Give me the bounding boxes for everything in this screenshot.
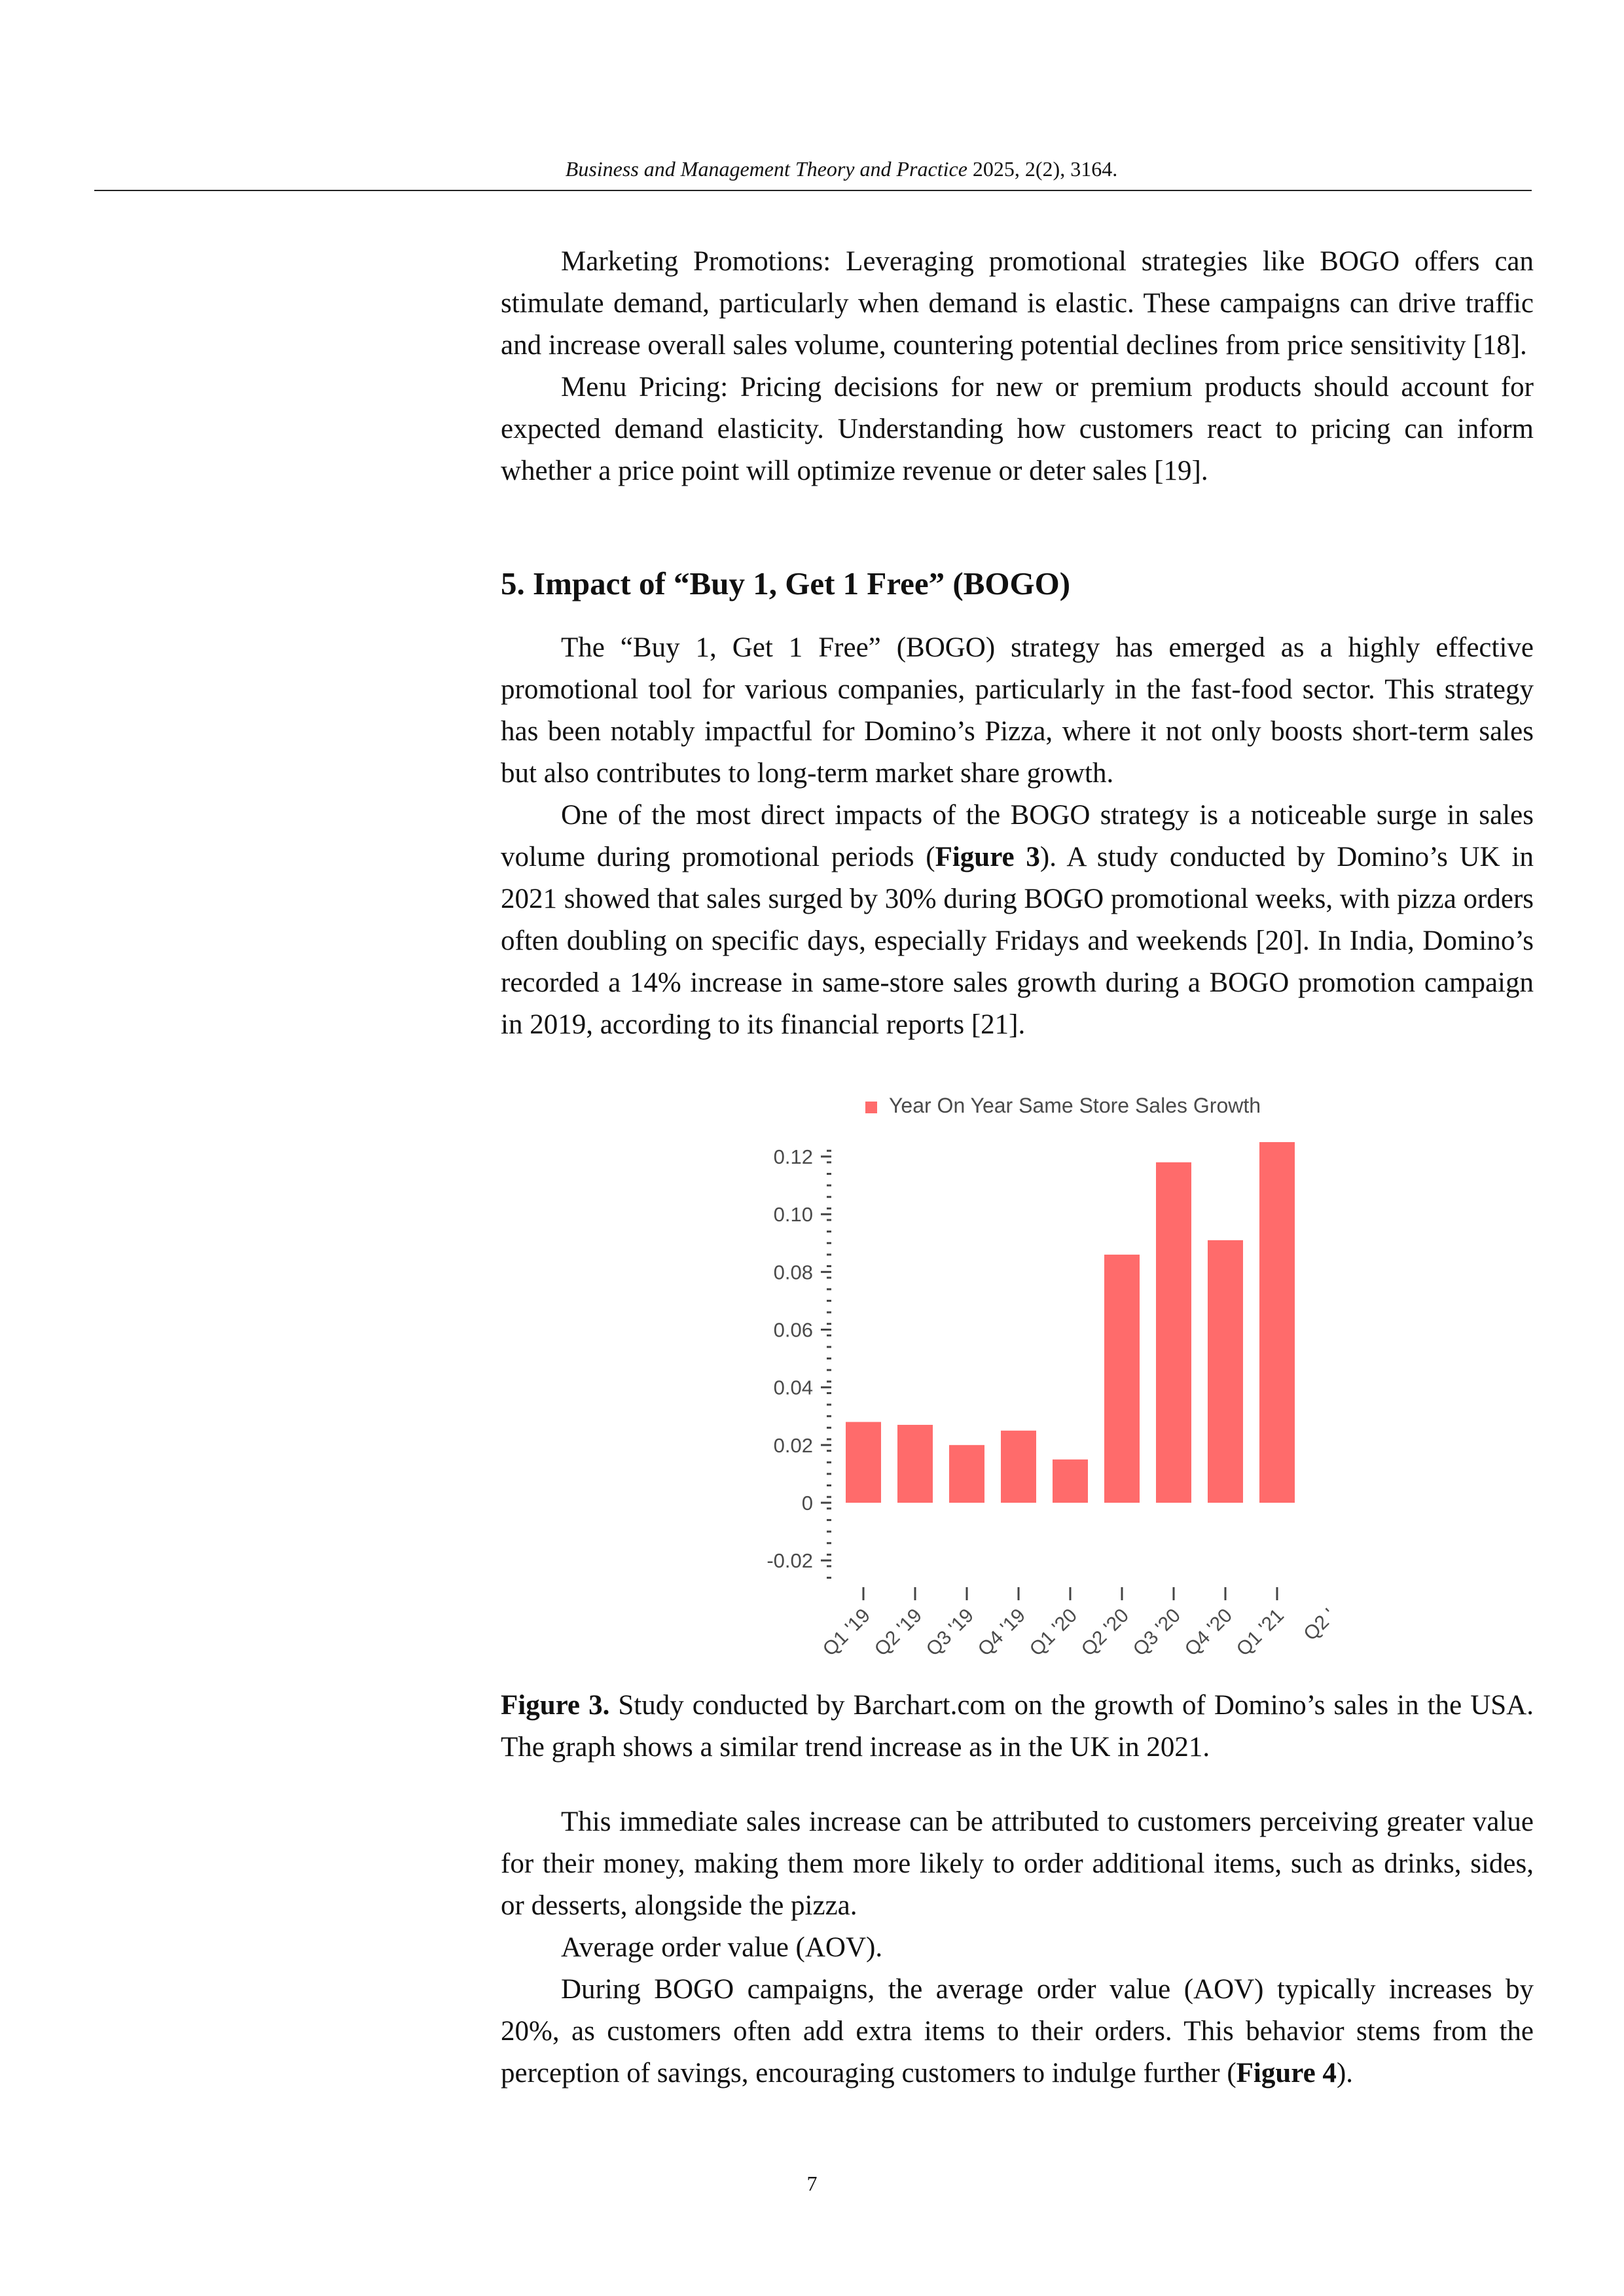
header-rule (94, 190, 1532, 191)
figure-caption (501, 1685, 1534, 1768)
x-tick-label: Q3 '19 (922, 1604, 978, 1660)
legend-label: Year On Year Same Store Sales Growth (889, 1094, 1261, 1117)
bar-chart (720, 1073, 1340, 1682)
bar[interactable] (1104, 1255, 1140, 1503)
bar[interactable] (1156, 1162, 1191, 1503)
y-tick-label: 0.02 (773, 1433, 813, 1457)
x-tick-label: Q1 '19 (818, 1604, 875, 1660)
running-header (0, 154, 1624, 183)
figure-4-reference[interactable]: Figure 4 (1236, 2058, 1337, 2089)
paragraph-block-top (501, 241, 1534, 492)
paragraph-menu-pricing: Menu Pricing: Pricing decisions for new or premium products should account for expected demand elasticity. Understanding how customers react to pricing can inform whether a price point will optimize revenue or deter sales [19]. (501, 372, 1534, 486)
x-tick-label: Q2 '19 (870, 1604, 926, 1660)
section-title: 5. Impact of “Buy 1, Get 1 Free” (BOGO) (501, 565, 1071, 601)
y-tick-label: 0 (801, 1491, 813, 1515)
figure-label: Figure 3. (501, 1690, 610, 1721)
bar[interactable] (949, 1445, 984, 1503)
y-tick-label: -0.02 (767, 1549, 813, 1573)
y-tick-label: 0.12 (773, 1145, 813, 1169)
legend[interactable] (865, 1094, 1261, 1117)
y-tick-label: 0.06 (773, 1318, 813, 1342)
page-number: 7 (806, 2172, 818, 2195)
bar[interactable] (897, 1425, 933, 1503)
figure-caption-text: Study conducted by Barchart.com on the growth of Domino’s sales in the USA. The graph shows a similar trend increase as in the UK in 2021. (501, 1690, 1534, 1763)
paragraph-aov-heading: Average order value (AOV). (561, 1932, 883, 1963)
paragraph-bogo-impact (501, 795, 1534, 1046)
x-tick-label: Q1 '21 (1232, 1604, 1288, 1660)
bar[interactable] (1259, 1142, 1295, 1503)
x-tick-label: Q4 '20 (1180, 1604, 1236, 1660)
journal-name: Business and Management Theory and Practice (565, 157, 967, 181)
paragraph-marketing-promotions: Marketing Promotions: Leveraging promotional strategies like BOGO offers can stimulate demand, particularly when demand is elastic. These campaigns can drive traffic and increase overall sales volume, countering potential declines from price sensitivity [18]. (501, 246, 1534, 361)
paragraph-block-section (501, 627, 1534, 1046)
paragraph-block-bottom (501, 1801, 1534, 2094)
figure-3-reference[interactable]: Figure 3 (935, 842, 1040, 872)
figure-3 (720, 1073, 1340, 1682)
bar[interactable] (846, 1422, 881, 1503)
x-tick-label: Q2 '20 (1077, 1604, 1133, 1660)
y-tick-label: 0.08 (773, 1261, 813, 1284)
x-tick-label: Q1 '20 (1025, 1604, 1081, 1660)
x-tick-label: Q3 '20 (1128, 1604, 1185, 1660)
x-tick-label: Q4 '19 (973, 1604, 1030, 1660)
paragraph-aov-detail (501, 1969, 1534, 2094)
bar[interactable] (1001, 1431, 1036, 1503)
x-tick-label: Q2 ' (1299, 1604, 1340, 1645)
y-tick-label: 0.04 (773, 1376, 813, 1399)
paragraph-sales-increase: This immediate sales increase can be attributed to customers perceiving greater value for their money, making them more likely to order additional items, such as drinks, sides, or desserts, alongside the pizza. (501, 1806, 1534, 1921)
section-heading-block (501, 563, 1534, 605)
bar[interactable] (1053, 1460, 1088, 1503)
bar[interactable] (1208, 1240, 1243, 1503)
p2-after: ). A study conducted by Domino’s UK in 2021 showed that sales surged by 30% during BOGO promotional weeks, with pizza orders often doubling on specific days, especially Fridays and weekends [20]. In India, Domino’s recorded a 14% increase in same-store sales growth during a BOGO promotion campaign in 2019, according to its financial reports [21]. (501, 842, 1534, 1040)
figure-caption-block (501, 1685, 1534, 1768)
legend-swatch (865, 1102, 877, 1113)
p3-before: During BOGO campaigns, the average order value (AOV) typically increases by 20%, as customers often add extra items to their orders. This behavior stems from the perception of savings, encouraging customers to indulge further ( (501, 1974, 1534, 2089)
bars-group (846, 1142, 1295, 1503)
paragraph-bogo-intro: The “Buy 1, Get 1 Free” (BOGO) strategy has emerged as a highly effective promotional tool for various companies, particularly in the fast-food sector. This strategy has been notably impactful for Domino’s Pizza, where it not only boosts short-term sales but also contributes to long-term market share growth. (501, 632, 1534, 789)
p2-before: One of the most direct impacts of the BOGO strategy is a noticeable surge in sales volume during promotional periods ( (501, 800, 1534, 872)
x-axis (819, 1587, 1340, 1660)
p3-after: ). (1336, 2058, 1354, 2089)
y-tick-label: 0.10 (773, 1203, 813, 1227)
y-axis (767, 1145, 831, 1578)
journal-citation: 2025, 2(2), 3164. (967, 157, 1118, 181)
